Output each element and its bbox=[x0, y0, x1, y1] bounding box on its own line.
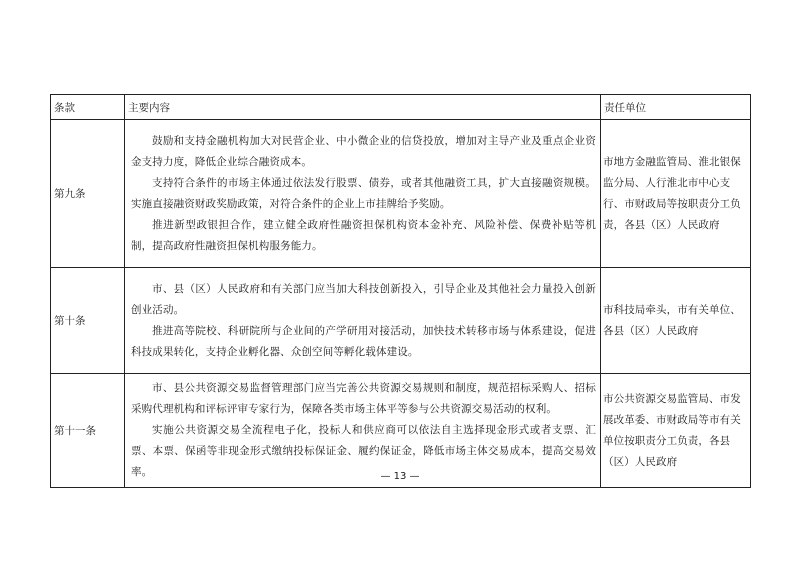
table-row bbox=[51, 268, 751, 374]
table-header-row bbox=[51, 95, 751, 120]
content-paragraph: 鼓励和支持金融机构加大对民营企业、中小微企业的信贷投放，增加对主导产业及重点企业资金支持力度，降低企业综合融资成本。 bbox=[131, 134, 596, 168]
content-cell bbox=[125, 268, 601, 374]
content-paragraph: 市、县（区）人民政府和有关部门应当加大科技创新投入，引导企业及其他社会力量投入创新创业活动。 bbox=[131, 282, 596, 316]
header-clause: 条款 bbox=[51, 95, 125, 120]
content-paragraph: 实施公共资源交易全流程电子化，投标人和供应商可以依法自主选择现金形式或者支票、汇票、本票、保函等非现金形式缴纳投标保证金、履约保证金，降低市场主体交易成本，提高交易效率。 bbox=[131, 424, 596, 478]
clause-cell: 第十一条 bbox=[51, 374, 125, 488]
content-paragraph: 推进高等院校、科研院所与企业间的产学研用对接活动，加快技术转移市场与体系建设，促进科技成果转化，支持企业孵化器、众创空间等孵化载体建设。 bbox=[131, 324, 596, 358]
content-paragraph: 支持符合条件的市场主体通过依法发行股票、债券，或者其他融资工具，扩大直接融资规模。实施直接融资财政奖励政策，对符合条件的企业上市挂牌给予奖励。 bbox=[131, 176, 596, 210]
table-row bbox=[51, 120, 751, 268]
unit-cell: 市地方金融监管局、淮北银保监分局、人行淮北市中心支行、市财政局等按职责分工负责，各县（区）人民政府 bbox=[601, 120, 751, 268]
content-cell bbox=[125, 120, 601, 268]
clause-cell: 第九条 bbox=[51, 120, 125, 268]
responsibility-table bbox=[50, 94, 751, 488]
clause-cell: 第十条 bbox=[51, 268, 125, 374]
unit-cell: 市公共资源交易监管局、市发展改革委、市财政局等市有关单位按职责分工负责，各县（区）人民政府 bbox=[601, 374, 751, 488]
unit-cell: 市科技局牵头，市有关单位、各县（区）人民政府 bbox=[601, 268, 751, 374]
page-number: — 13 — bbox=[380, 471, 420, 482]
header-content: 主要内容 bbox=[125, 95, 601, 120]
content-paragraph: 推进新型政银担合作，建立健全政府性融资担保机构资本金补充、风险补偿、保费补贴等机制，提高政府性融资担保机构服务能力。 bbox=[131, 218, 596, 252]
header-unit: 责任单位 bbox=[601, 95, 751, 120]
content-paragraph: 市、县公共资源交易监督管理部门应当完善公共资源交易规则和制度，规范招标采购人、招标采购代理机构和评标评审专家行为，保障各类市场主体平等参与公共资源交易活动的权利。 bbox=[131, 382, 596, 415]
